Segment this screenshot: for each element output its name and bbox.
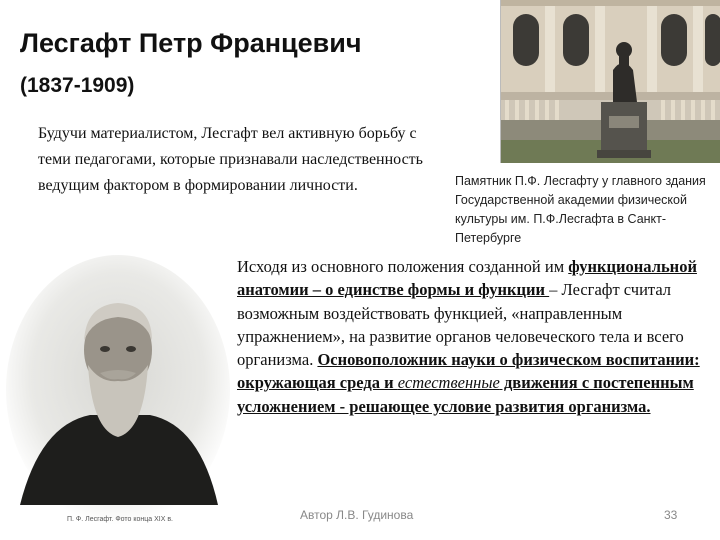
portrait-photo <box>0 255 240 540</box>
slide-title: Лесгафт Петр Францевич <box>20 28 362 58</box>
main-paragraph-underlined: Основоположник науки о физическом воспитании: окружающая среда и <box>237 350 700 393</box>
main-paragraph <box>237 255 707 418</box>
main-paragraph-italic: естественные <box>397 373 500 393</box>
slide-subtitle-years: (1837-1909) <box>20 74 135 97</box>
intro-paragraph: Будучи материалистом, Лесгафт вел активную борьбу с теми педагогами, которые признавали наследственность ведущим фактором в формировании личности. <box>38 125 423 194</box>
main-paragraph-underlined: функциональной анатомии – о единстве формы и функции <box>237 257 697 300</box>
main-paragraph-part: – Лесгафт считал возможным воздействовать функцией, «направленным упражнением», на развитие органов человеческого тела и всего организма. <box>237 280 684 370</box>
portrait-caption: П. Ф. Лесгафт. Фото конца XIX в. <box>66 516 173 523</box>
main-paragraph-underlined: движения с постепенным усложнением - решающее условие развития организма. <box>237 373 694 416</box>
page-number: 33 <box>664 508 678 522</box>
monument-caption: Памятник П.Ф. Лесгафту у главного здания Государственной академии физической культуры им. П.Ф.Лесгафта в Санкт-Петербурге <box>455 174 706 245</box>
footer-author: Автор Л.В. Гудинова <box>300 508 414 522</box>
main-paragraph-part: Исходя из основного положения созданной им <box>237 257 569 276</box>
monument-photo <box>500 0 720 163</box>
